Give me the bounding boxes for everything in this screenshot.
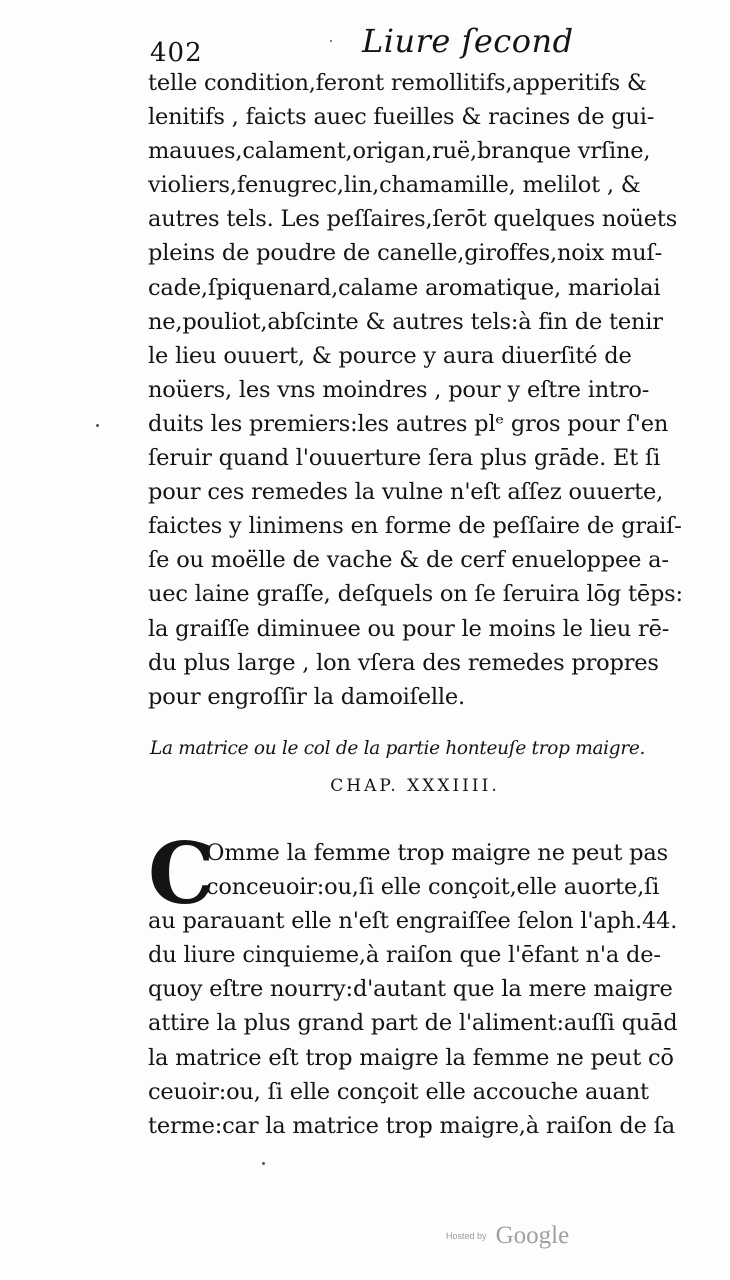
text-line: conceuoir:ou,ſi elle conçoit,elle auorte,ſi xyxy=(206,874,660,901)
text-line: du liure cinquieme,à raiſon que l'ēfant n'a de- xyxy=(148,942,661,969)
page-header xyxy=(150,22,710,72)
hosted-by-label: Hosted by xyxy=(446,1231,487,1241)
text-line: ceuoir:ou, ſi elle conçoit elle accouche auant xyxy=(148,1078,649,1105)
text-line: faictes y linimens en forme de peſſaire de graiſ- xyxy=(148,513,682,540)
google-watermark xyxy=(446,1222,569,1252)
text-line: quoy eſtre nourry:d'autant que la mere maigre xyxy=(148,976,673,1003)
text-line: uec laine graſſe, deſquels on ſe ſeruira lōg tēps: xyxy=(148,581,683,608)
text-line: pour engroſſir la damoiſelle. xyxy=(148,683,465,710)
chapter-heading: La matrice ou le col de la partie honteuſe trop maigre. xyxy=(150,738,646,759)
text-line: la graiſſe diminuee ou pour le moins le lieu rē- xyxy=(148,615,670,642)
running-title: Liure ſecond xyxy=(362,22,574,60)
text-line: terme:car la matrice trop maigre,à raiſon de ſa xyxy=(148,1112,675,1139)
text-line: lenitifs , faicts auec fueilles & racines de gui- xyxy=(148,104,655,131)
chapter-text xyxy=(148,824,716,1143)
text-line: du plus large , lon vſera des remedes propres xyxy=(148,649,659,676)
text-line: mauues,calament,origan,ruë,branque vrſine, xyxy=(148,138,651,165)
text-line: noüers, les vns moindres , pour y eſtre intro- xyxy=(148,376,650,403)
google-logo: Google xyxy=(495,1222,570,1249)
drop-cap: C xyxy=(148,824,215,923)
page-number: 402 xyxy=(150,38,203,68)
text-line: telle condition,feront remollitifs,apperitifs & xyxy=(148,70,647,96)
text-line: ſe ou moëlle de vache & de cerf enueloppee a- xyxy=(148,547,669,574)
body-text xyxy=(148,66,716,714)
text-line: ne,pouliot,abſcinte & autres tels:à fin de tenir xyxy=(148,308,663,335)
text-line: au parauant elle n'eſt engraiſſee ſelon l'aph.44. xyxy=(148,908,678,935)
text-line: pleins de poudre de canelle,giroffes,noix muſ- xyxy=(148,240,662,267)
text-line: autres tels. Les peſſaires,ſerōt quelques noüets xyxy=(148,206,678,233)
ink-speck xyxy=(330,40,332,42)
text-line: attire la plus grand part de l'aliment:auſſi quād xyxy=(148,1010,678,1037)
text-line: Omme la femme trop maigre ne peut pas xyxy=(206,840,668,866)
ink-speck xyxy=(96,424,99,427)
text-line: la matrice eſt trop maigre la femme ne peut cō xyxy=(148,1044,674,1071)
chapter-number: CHAP. XXXIIII. xyxy=(330,776,500,796)
text-line: pour ces remedes la vulne n'eſt aſſez ouuerte, xyxy=(148,479,664,506)
text-line: violiers,fenugrec,lin,chamamille, melilot , & xyxy=(148,172,641,199)
ink-speck xyxy=(262,1162,265,1165)
text-line: cade,ſpiquenard,calame aromatique, mariolai xyxy=(148,274,661,301)
text-line: duits les premiers:les autres plᵉ gros pour ſ'en xyxy=(148,410,669,437)
text-line: le lieu ouuert, & pource y aura diuerſité de xyxy=(148,342,632,369)
text-line: ſeruir quand l'ouuerture ſera plus grāde. Et ſi xyxy=(148,445,661,472)
